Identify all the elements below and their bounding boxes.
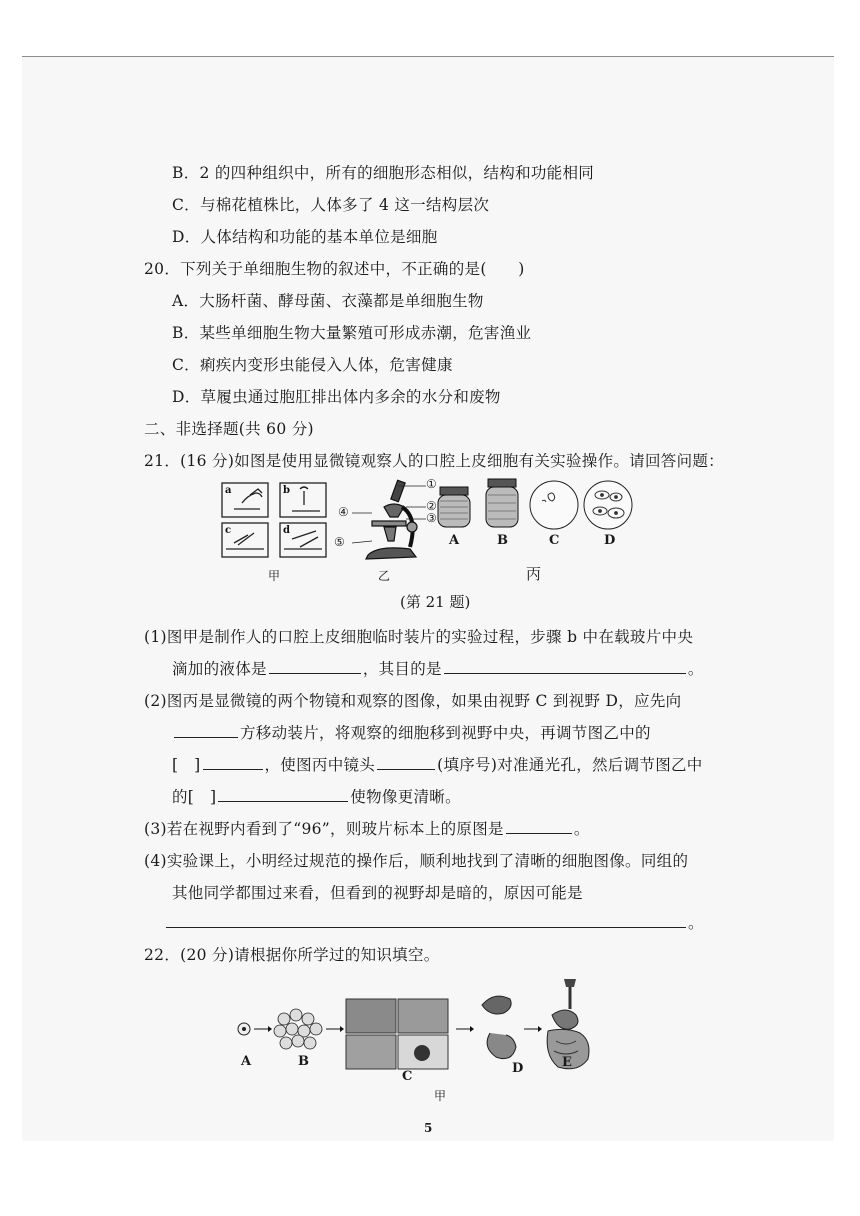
q22-stem: 22．(20 分)请根据你所学过的知识填空。 xyxy=(144,946,440,964)
section-heading: 二、非选择题(共 60 分) xyxy=(144,420,314,438)
text-span: 的[ ] xyxy=(172,788,217,806)
text-span: 。 xyxy=(687,660,704,678)
figure-caption: (第 21 题) xyxy=(400,593,471,611)
objective-b-icon xyxy=(484,477,520,531)
text-span: [ ] xyxy=(172,756,201,774)
q21-part4-line1: (4)实验课上，小明经过规范的操作后，顺利地找到了清晰的细胞图像。同组的 xyxy=(144,852,689,870)
text-span: ，其目的是 xyxy=(362,660,442,678)
q20-option-b: B．某些单细胞生物大量繁殖可形成赤潮，危害渔业 xyxy=(172,324,532,342)
q21-part1-line2 xyxy=(172,657,704,679)
q21-stem: 21．(16 分)如图是使用显微镜观察人的口腔上皮细胞有关实验操作。请回答问题： xyxy=(144,452,724,470)
step-d-label: d xyxy=(283,525,290,536)
text-span: (3)若在视野内看到了“96”，则玻片标本上的原图是 xyxy=(144,820,504,838)
q21-part4-line2: 其他同学都围过来看，但看到的视野却是暗的，原因可能是 xyxy=(172,884,583,902)
text-span: 方移动装片，将观察的细胞移到视野中央，再调节图乙中的 xyxy=(240,724,651,742)
fig22-label-e: E xyxy=(562,1055,572,1070)
q20-stem: 20．下列关于单细胞生物的叙述中，不正确的是( ) xyxy=(144,260,525,278)
fig22-label-a: A xyxy=(241,1054,252,1069)
text-span: 。 xyxy=(573,820,590,838)
part-label-5: ⑤ xyxy=(334,535,345,549)
answer-blank[interactable] xyxy=(269,659,361,674)
step-b-label: b xyxy=(283,485,290,496)
text-span: 使物像更清晰。 xyxy=(350,788,461,806)
obj-label-d: D xyxy=(604,533,616,548)
fig-label-yi: 乙 xyxy=(378,569,391,583)
q21-part1-line1: (1)图甲是制作人的口腔上皮细胞临时装片的实验过程，步骤 b 中在载玻片中央 xyxy=(144,628,694,646)
text-span: 。 xyxy=(688,914,704,932)
fig-label-bing: 丙 xyxy=(526,565,542,583)
answer-blank[interactable] xyxy=(377,755,435,770)
q21-part3 xyxy=(144,817,590,839)
fig22-label-d: D xyxy=(512,1061,524,1076)
q21-part2-line2 xyxy=(172,721,651,743)
answer-blank[interactable] xyxy=(218,787,348,802)
q21-part2-line1: (2)图丙是显微镜的两个物镜和观察的图像，如果由视野 C 到视野 D，应先向 xyxy=(144,692,682,710)
figure-22-diagram xyxy=(232,975,602,1087)
part-label-1: ① xyxy=(426,477,437,491)
q19-option-c: C．与棉花植株比，人体多了 4 这一结构层次 xyxy=(172,196,490,214)
objective-a-icon xyxy=(436,485,472,531)
q20-option-a: A．大肠杆菌、酵母菌、衣藻都是单细胞生物 xyxy=(172,292,484,310)
exam-page xyxy=(22,56,834,1141)
fig22-label-b: B xyxy=(298,1054,309,1069)
step-a-label: a xyxy=(225,485,232,496)
text-span: ，使图丙中镜头 xyxy=(264,756,376,774)
fig22-caption: 甲 xyxy=(434,1089,447,1103)
answer-blank[interactable] xyxy=(174,723,238,738)
obj-label-a: A xyxy=(449,533,460,548)
q21-part4-line3 xyxy=(164,911,704,933)
q21-part2-line4 xyxy=(172,785,461,807)
fig22-label-c: C xyxy=(402,1069,413,1084)
q19-option-b: B．2 的四种组织中，所有的细胞形态相似，结构和功能相同 xyxy=(172,164,595,182)
text-span: 滴加的液体是 xyxy=(172,660,267,678)
answer-blank[interactable] xyxy=(506,819,572,834)
step-c-label: c xyxy=(225,525,232,536)
figure-jia-steps xyxy=(220,481,330,559)
field-d-icon xyxy=(582,479,634,531)
q21-part2-line3 xyxy=(172,753,703,775)
part-label-3: ③ xyxy=(426,511,437,525)
q20-option-d: D．草履虫通过胞肛排出体内多余的水分和废物 xyxy=(172,388,501,406)
part-leader-lines xyxy=(350,481,430,551)
field-c-icon xyxy=(528,479,580,531)
part-label-2: ② xyxy=(426,499,437,513)
q20-option-c: C．痢疾内变形虫能侵入人体，危害健康 xyxy=(172,356,453,374)
obj-label-c: C xyxy=(549,533,560,548)
answer-blank[interactable] xyxy=(203,755,263,770)
part-label-4: ④ xyxy=(338,505,349,519)
fig-label-jia: 甲 xyxy=(268,569,281,583)
q19-option-d: D．人体结构和功能的基本单位是细胞 xyxy=(172,228,438,246)
page-number: 5 xyxy=(424,1121,433,1135)
answer-blank[interactable] xyxy=(444,659,686,674)
answer-blank[interactable] xyxy=(166,913,686,928)
text-span: (填序号)对准通光孔，然后调节图乙中 xyxy=(437,756,703,774)
obj-label-b: B xyxy=(497,533,508,548)
